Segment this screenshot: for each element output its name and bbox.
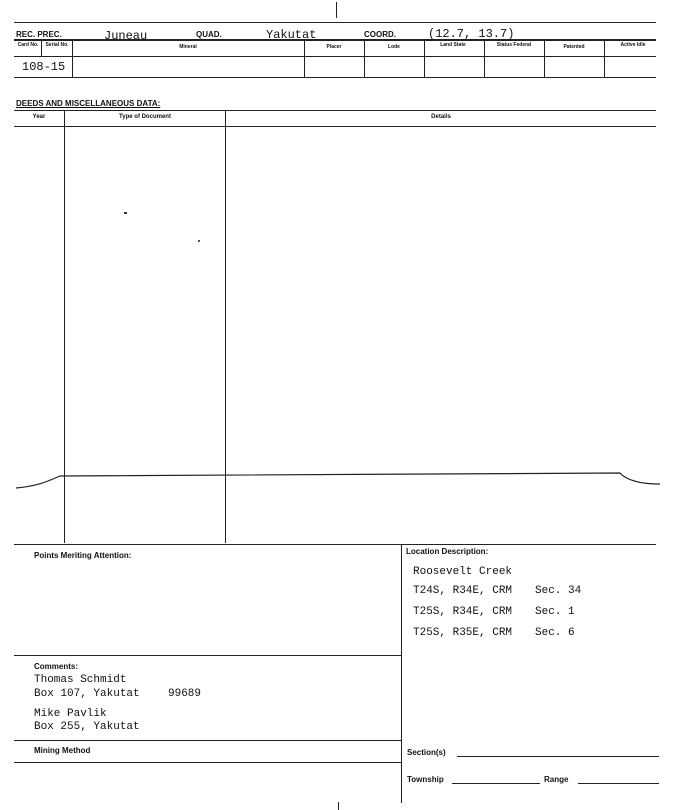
top-tick-mark	[336, 2, 337, 18]
column-header-top-rule	[14, 39, 656, 41]
mining-method-bottom-rule	[14, 762, 401, 763]
col-serial-no: Serial No.	[45, 42, 69, 48]
location-section: Sec. 34	[535, 585, 582, 597]
location-panel-divider	[401, 545, 402, 803]
col-divider	[72, 40, 73, 77]
coord-value: (12.7, 13.7)	[428, 27, 515, 41]
col-divider	[604, 40, 605, 77]
comments-top-rule	[14, 655, 401, 656]
location-trs: T25S, R34E, CRM	[413, 606, 513, 618]
col-type-of-document: Type of Document	[119, 114, 171, 120]
record-row-bottom-rule	[14, 77, 656, 78]
comment-line: Box 255, Yakutat	[34, 721, 140, 733]
deeds-header-top-rule	[14, 110, 656, 111]
header-top-rule	[14, 22, 656, 23]
deeds-bottom-rule	[14, 544, 656, 545]
mining-method-label: Mining Method	[34, 746, 91, 755]
col-divider	[364, 40, 365, 77]
comment-zip: 99689	[168, 688, 202, 700]
card-number-value: 108-15	[22, 60, 66, 74]
col-status-federal: Status Federal	[496, 42, 532, 48]
comment-line: Thomas Schmidt	[34, 674, 127, 686]
range-field-line	[578, 783, 659, 784]
col-mineral: Mineral	[179, 44, 197, 50]
quad-value: Yakutat	[266, 28, 317, 42]
points-meriting-attention-label: Points Meriting Attention:	[34, 551, 132, 560]
col-divider	[304, 40, 305, 77]
location-name: Roosevelt Creek	[413, 566, 513, 578]
col-land-state: Land State	[440, 42, 466, 48]
comment-line: Mike Pavlik	[34, 708, 107, 720]
col-patented: Patented	[563, 44, 585, 50]
column-header-bottom-rule	[14, 56, 656, 57]
col-lode: Lode	[388, 44, 400, 50]
quad-label: QUAD.	[196, 30, 222, 39]
col-divider	[41, 40, 42, 56]
page-join-line	[0, 460, 678, 490]
col-details: Details	[431, 114, 451, 120]
col-divider	[544, 40, 545, 77]
deeds-title: DEEDS AND MISCELLANEOUS DATA:	[16, 99, 161, 108]
rec-prec-label: REC. PREC.	[16, 30, 62, 39]
location-description-label: Location Description:	[406, 547, 489, 556]
col-divider	[484, 40, 485, 77]
col-placer: Placer	[326, 44, 342, 50]
mining-method-top-rule	[14, 740, 401, 741]
speck-mark	[198, 240, 200, 242]
coord-label: COORD.	[364, 30, 396, 39]
col-year: Year	[32, 114, 46, 120]
township-field-line	[452, 783, 540, 784]
col-active-idle: Active Idle	[620, 42, 646, 48]
sections-field-line	[457, 756, 659, 757]
comments-label: Comments:	[34, 662, 79, 671]
deeds-header-bottom-rule	[14, 126, 656, 127]
location-section: Sec. 6	[535, 627, 575, 639]
col-divider	[424, 40, 425, 77]
sections-label: Section(s)	[407, 748, 446, 757]
township-label: Township	[407, 775, 444, 784]
col-card-no: Card No.	[17, 42, 39, 48]
bottom-tick-mark	[338, 802, 339, 810]
location-trs: T25S, R35E, CRM	[413, 627, 513, 639]
location-trs: T24S, R34E, CRM	[413, 585, 513, 597]
comment-line: Box 107, Yakutat	[34, 688, 140, 700]
speck-mark	[124, 212, 127, 214]
range-label: Range	[544, 775, 569, 784]
rec-prec-value: Juneau	[104, 29, 148, 43]
location-section: Sec. 1	[535, 606, 575, 618]
